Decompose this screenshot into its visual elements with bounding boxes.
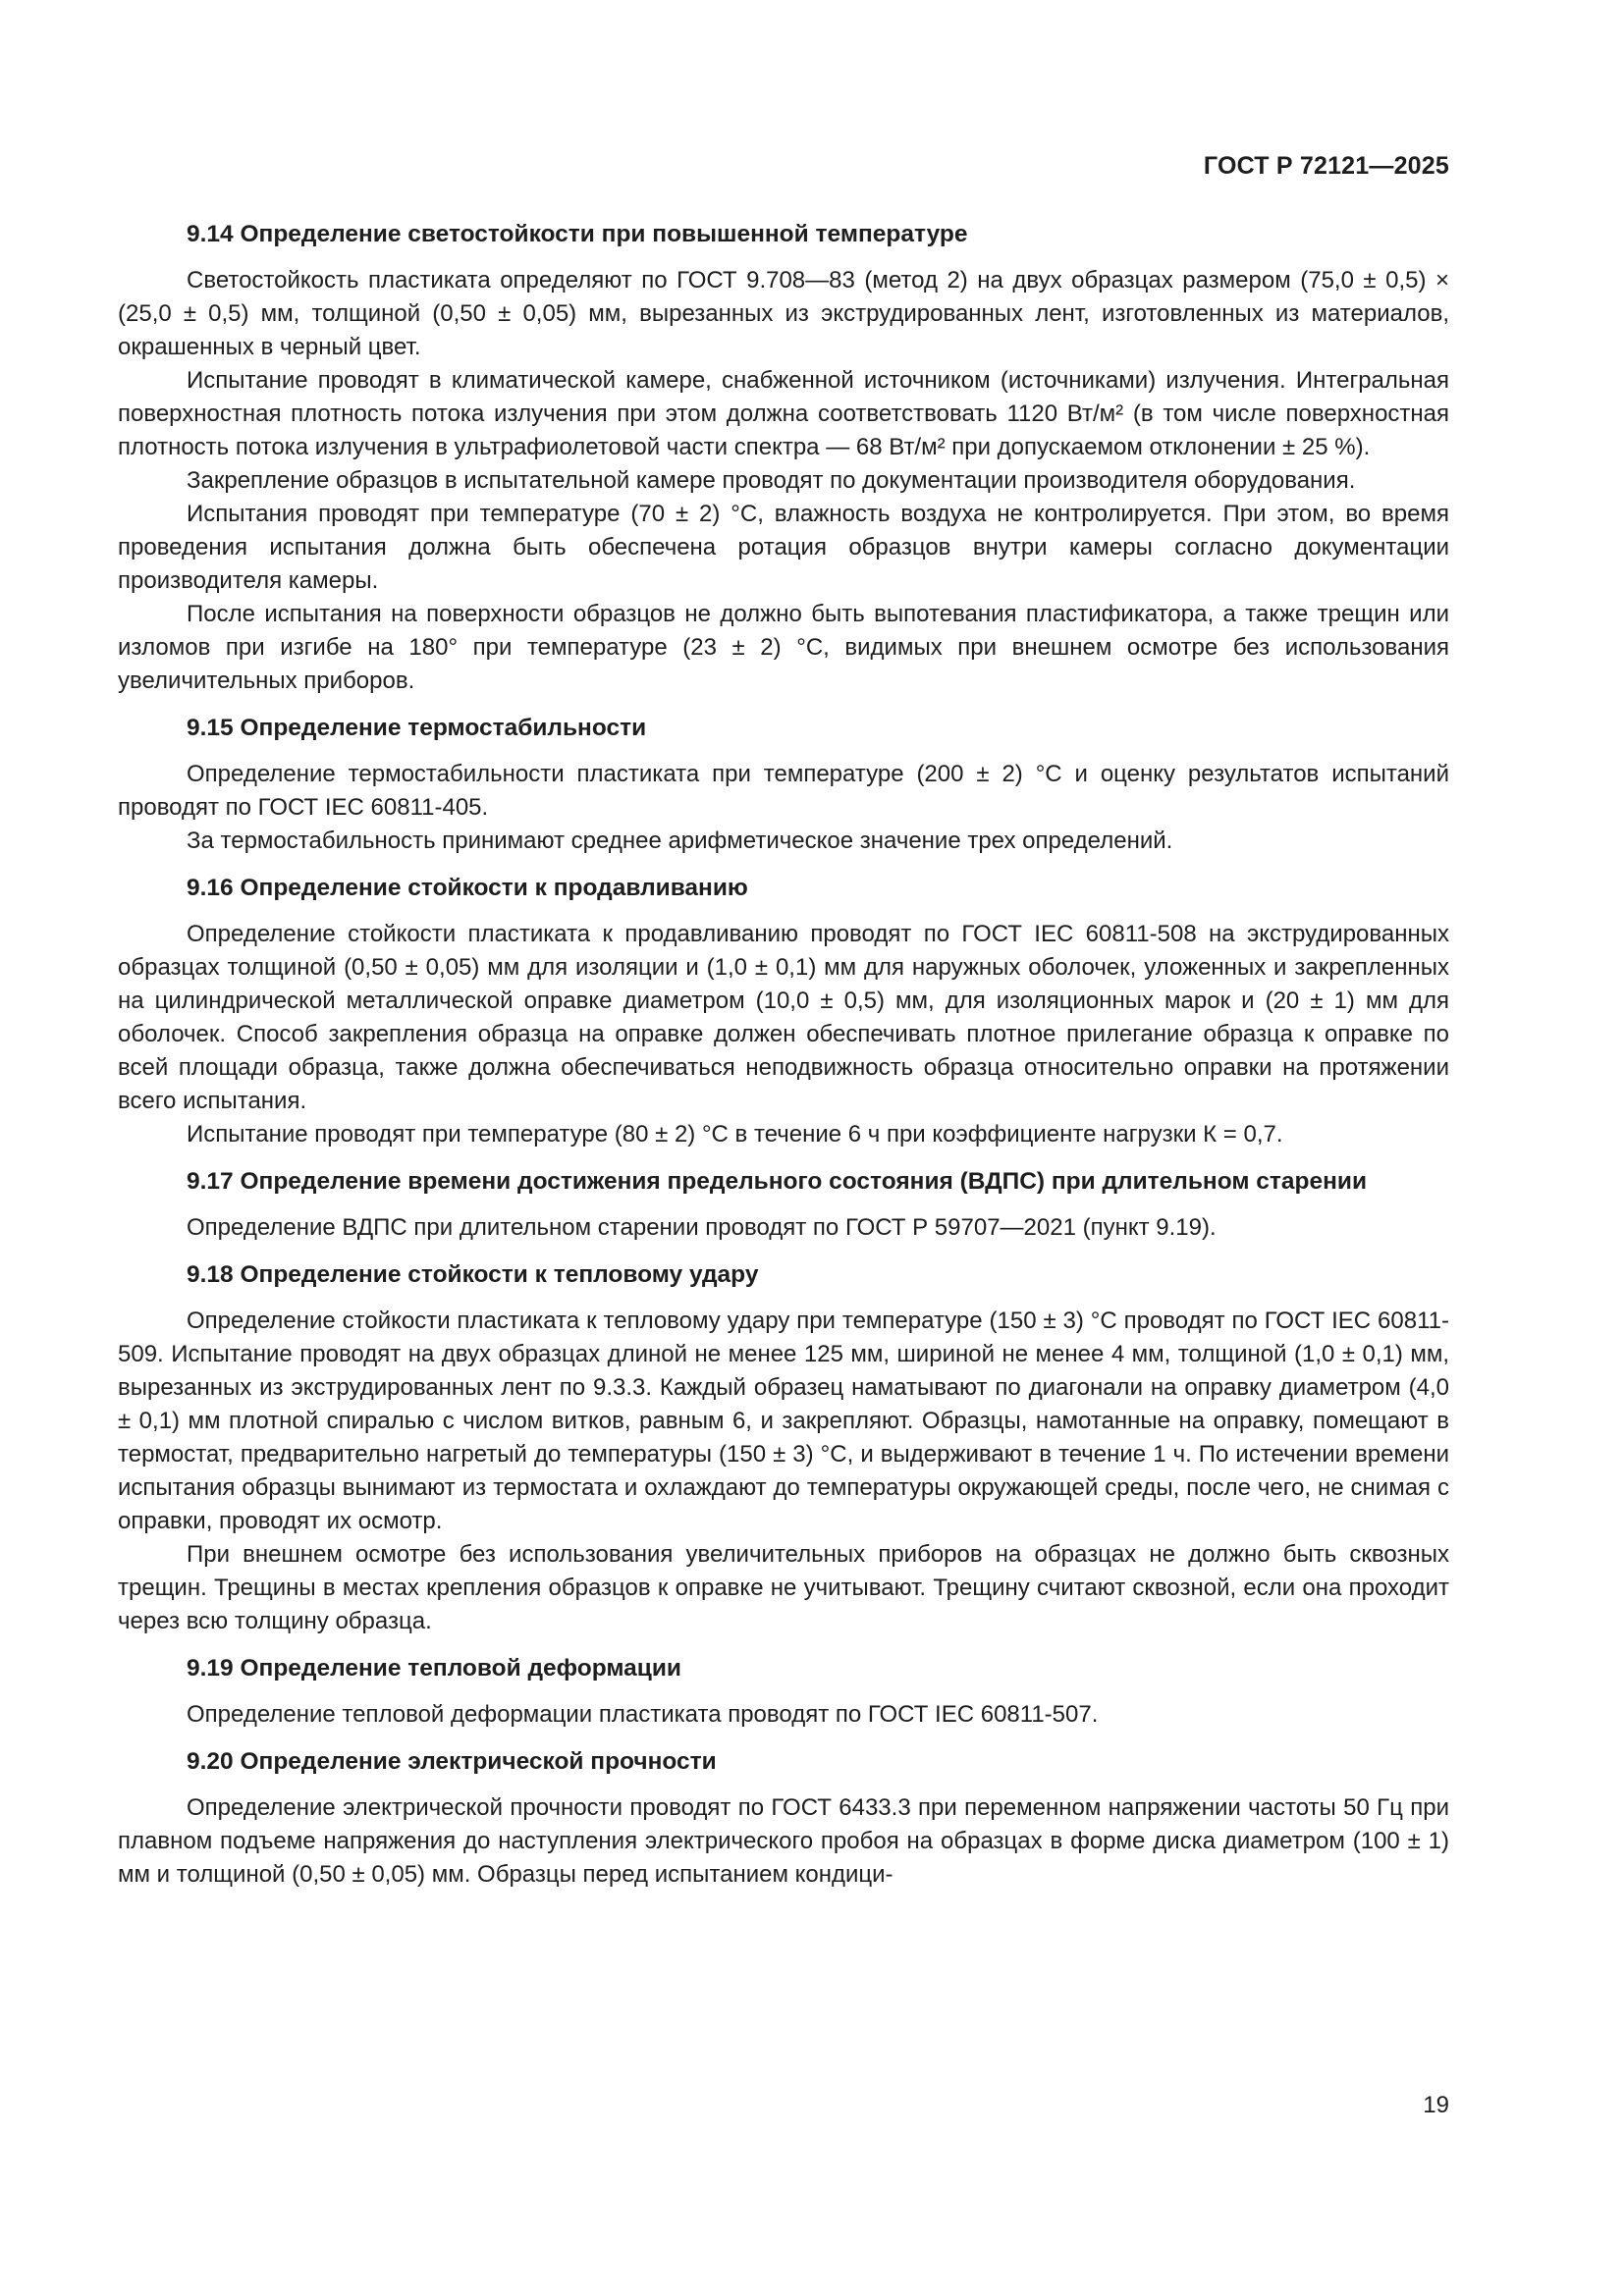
paragraph: За термостабильность принимают среднее арифметическое значение трех определений. — [187, 828, 1173, 854]
paragraph: После испытания на поверхности образцов не должно быть выпотевания пластификатора, а также трещин или изломов при изгибе на 180° при температуре (23 ± 2) °С, видимых при внешнем осмотре без использования увеличительных приборов. — [118, 601, 1449, 694]
paragraph: Определение термостабильности пластиката при температуре (200 ± 2) °С и оценку результатов испытаний проводят по ГОСТ IEC 60811-405. — [118, 761, 1449, 821]
page-number: 19 — [1423, 2092, 1449, 2118]
section-title: 9.20 Определение электрической прочности — [187, 1748, 717, 1775]
section-9-17 — [118, 1167, 1449, 1245]
document-body — [118, 220, 1449, 1907]
section-9-18 — [118, 1260, 1449, 1638]
paragraph: Определение стойкости пластиката к продавливанию проводят по ГОСТ IEC 60811-508 на экструдированных образцах толщиной (0,50 ± 0,05) мм для изоляции и (1,0 ± 0,1) мм для наружных оболочек, уложенных и закрепленных на цилиндрической металлической оправке диаметром (10,0 ± 0,5) мм, для изоляционных марок и (20 ± 1) мм для оболочек. Способ закрепления образца на оправке должен обеспечивать плотное прилегание образца к оправке по всей площади образца, также должна обеспечиваться неподвижность образца относительно оправки на протяжении всего испытания. — [118, 921, 1449, 1114]
paragraph: Испытания проводят при температуре (70 ± 2) °С, влажность воздуха не контролируется. При этом, во время проведения испытания должна быть обеспечена ротация образцов внутри камеры согласно документации производителя камеры. — [118, 501, 1449, 594]
paragraph: Определение ВДПС при длительном старении проводят по ГОСТ Р 59707—2021 (пункт 9.19). — [187, 1214, 1217, 1241]
paragraph: Испытание проводят в климатической камере, снабженной источником (источниками) излучения. Интегральная поверхностная плотность потока излучения при этом должна соответствовать 1120 Вт/м² (в том числе поверхностная плотность потока излучения в ультрафиолетовой части спектра — 68 Вт/м² при допускаемом отклонении ± 25 %). — [118, 367, 1449, 460]
section-title: 9.19 Определение тепловой деформации — [187, 1655, 681, 1682]
section-9-14 — [118, 220, 1449, 698]
paragraph: Определение электрической прочности проводят по ГОСТ 6433.3 при переменном напряжении частоты 50 Гц при плавном подъеме напряжения до наступления электрического пробоя на образцах в форме диска диаметром (100 ± 1) мм и толщиной (0,50 ± 0,05) мм. Образцы перед испытанием кондици- — [118, 1794, 1449, 1888]
section-9-16 — [118, 874, 1449, 1151]
section-title: 9.14 Определение светостойкости при повышенной температуре — [187, 221, 968, 247]
paragraph: Определение стойкости пластиката к тепловому удару при температуре (150 ± 3) °С проводят по ГОСТ IEC 60811-509. Испытание проводят на двух образцах длиной не менее 125 мм, шириной не менее 4 мм, толщиной (1,0 ± 0,1) мм, вырезанных из экструдированных лент по 9.3.3. Каждый образец наматывают по диагонали на оправку диаметром (4,0 ± 0,1) мм плотной спиралью с числом витков, равным 6, и закрепляют. Образцы, намотанные на оправку, помещают в термостат, предварительно нагретый до температуры (150 ± 3) °С, и выдерживают в течение 1 ч. По истечении времени испытания образцы вынимают из термостата и охлаждают до температуры окружающей среды, после чего, не снимая с оправки, проводят их осмотр. — [118, 1308, 1449, 1534]
paragraph: Светостойкость пластиката определяют по ГОСТ 9.708—83 (метод 2) на двух образцах размером (75,0 ± 0,5) × (25,0 ± 0,5) мм, толщиной (0,50 ± 0,05) мм, вырезанных из экструдированных лент, изготовленных из материалов, окрашенных в черный цвет. — [118, 267, 1449, 360]
section-title: 9.16 Определение стойкости к продавливанию — [187, 875, 748, 901]
section-title: 9.17 Определение времени достижения предельного состояния (ВДПС) при длительном старении — [187, 1168, 1368, 1195]
section-9-20 — [118, 1747, 1449, 1892]
paragraph: Закрепление образцов в испытательной камере проводят по документации производителя оборудования. — [187, 467, 1356, 494]
paragraph: Определение тепловой деформации пластиката проводят по ГОСТ IEC 60811-507. — [187, 1701, 1099, 1728]
paragraph: Испытание проводят при температуре (80 ± 2) °С в течение 6 ч при коэффициенте нагрузки К = 0,7. — [187, 1121, 1283, 1148]
section-title: 9.18 Определение стойкости к тепловому удару — [187, 1261, 759, 1288]
paragraph: При внешнем осмотре без использования увеличительных приборов на образцах не должно быть сквозных трещин. Трещины в местах крепления образцов к оправке не учитывают. Трещину считают сквозной, если она проходит через всю толщину образца. — [118, 1541, 1449, 1634]
section-title: 9.15 Определение термостабильности — [187, 715, 647, 741]
section-9-15 — [118, 714, 1449, 858]
section-9-19 — [118, 1654, 1449, 1732]
document-code-header: ГОСТ Р 72121—2025 — [1203, 152, 1449, 180]
